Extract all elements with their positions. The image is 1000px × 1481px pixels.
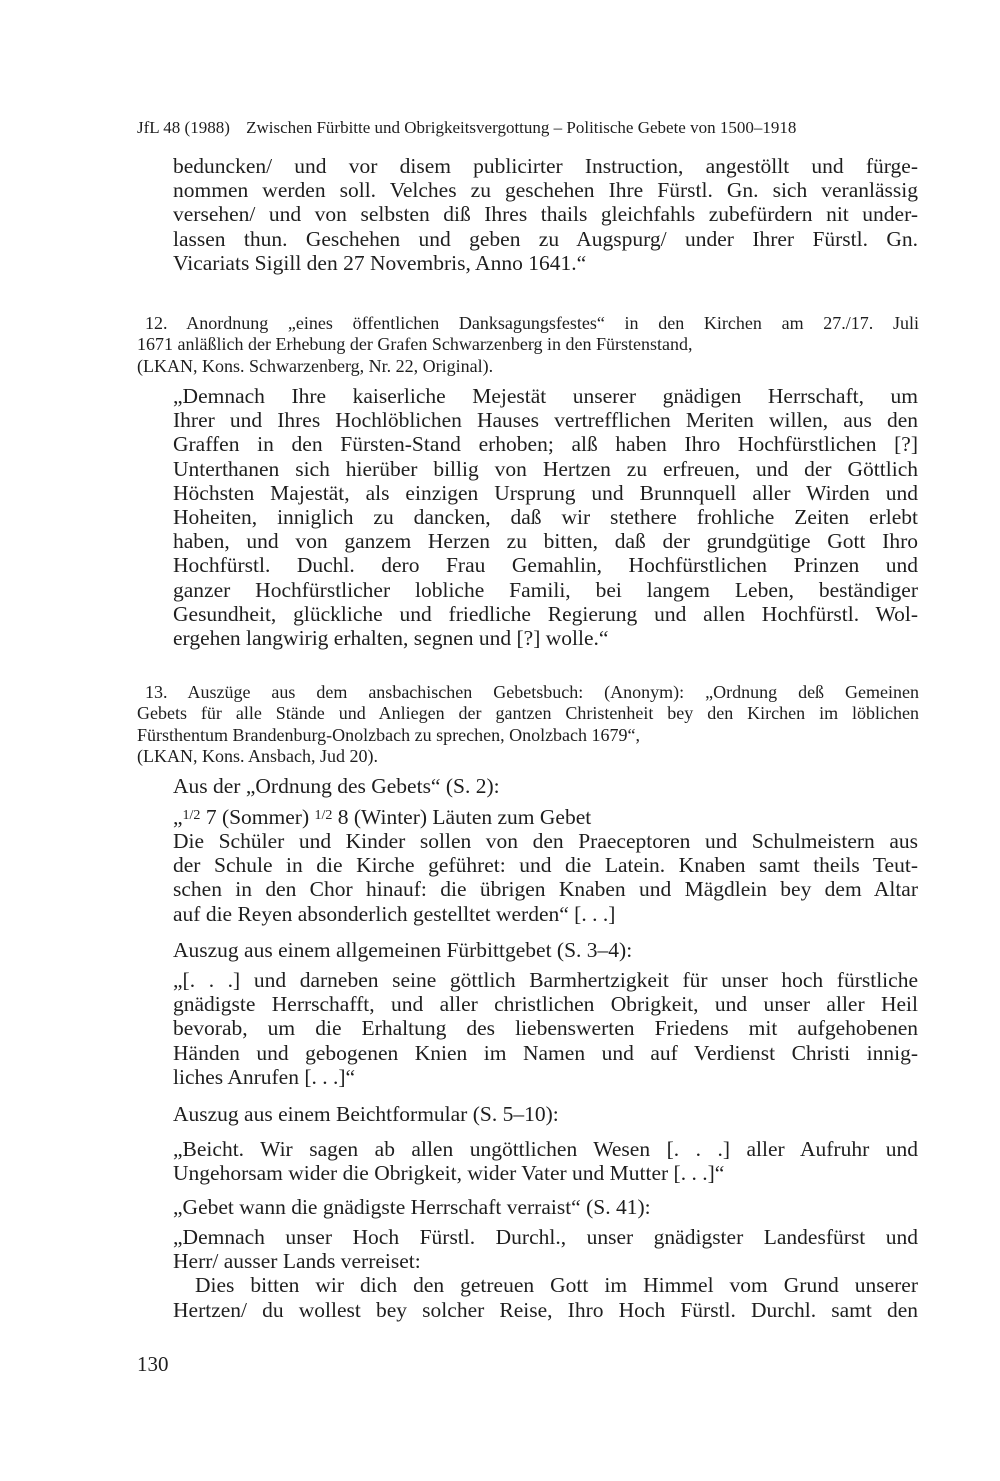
text-line: Herr/ ausser Lands verreiset:	[173, 1249, 421, 1274]
section-4-heading: „Gebet wann die gnädigste Herrschaft verraist“ (S. 41):	[173, 1195, 651, 1219]
text-line: Hertzen/ du wollest bey solcher Reise, Ihro Hoch Fürstl. Durchl. samt den	[173, 1297, 918, 1322]
text-line: Vicariats Sigill den 27 Novembris, Anno 1641.“	[173, 250, 587, 275]
continued-quote	[173, 154, 918, 275]
text-line: Gesundheit, glückliche und friedliche Regierung und allen Hochfürstl. Wol-	[173, 601, 918, 626]
section-4-body	[173, 1225, 918, 1322]
text-line: 12. Anordnung „eines öffentlichen Danksagungsfestes“ in den Kirchen am 27./17. Juli	[145, 313, 919, 333]
text-line: der Schule in die Kirche geführet: und die Latein. Knaben samt theils Teut-	[173, 853, 918, 878]
text-line: liches Anrufen [. . .]“	[173, 1064, 356, 1089]
text-line: „Beicht. Wir sagen ab allen ungöttlichen Wesen [. . .] aller Aufruhr und	[173, 1137, 918, 1161]
header-title: Zwischen Fürbitte und Obrigkeitsvergottung – Politische Gebete von 1500–1918	[246, 118, 797, 137]
journal-ref: JfL 48 (1988)	[137, 118, 230, 137]
item-13-intro	[137, 682, 919, 768]
fraction: 1/2	[182, 808, 201, 823]
text-line: (LKAN, Kons. Ansbach, Jud 20).	[137, 746, 378, 767]
text-line: ergehen langwirig erhalten, segnen und [?] wolle.“	[173, 626, 609, 651]
text-line: Gebets für alle Stände und Anliegen der gantzen Christenheit bey den Kirchen im löblichen	[137, 703, 919, 724]
text-line: Fürsthentum Brandenburg-Onolzbach zu sprechen, Onolzbach 1679“,	[137, 724, 641, 745]
text-line: Die Schüler und Kinder sollen von den Praeceptoren und Schulmeistern aus	[173, 829, 918, 853]
section-2-body	[173, 968, 918, 1089]
text-line: Höchsten Majestät, als einzigen Ursprung und Brunnquell aller Wirden und	[173, 480, 918, 505]
text-line: 1671 anläßlich der Erhebung der Grafen Schwarzenberg in den Fürstenstand,	[137, 334, 693, 355]
running-header	[137, 117, 927, 139]
text-line: (LKAN, Kons. Schwarzenberg, Nr. 22, Original).	[137, 355, 494, 376]
section-3-heading: Auszug aus einem Beichtformular (S. 5–10):	[173, 1102, 559, 1126]
text-line: gnädigste Herrschafft, und aller christlichen Obrigkeit, und unser aller Heil	[173, 992, 918, 1017]
item-12-quote	[173, 384, 918, 650]
section-2-heading: Auszug aus einem allgemeinen Fürbittgebet (S. 3–4):	[173, 938, 633, 962]
text-line: haben, und von ganzem Herzen zu bitten, daß der grundgütige Gott Ihro	[173, 529, 918, 554]
text-line: Ihrer und Ihres Hochlöblichen Hauses vertrefflichen Meriten willen, aus den	[173, 408, 918, 433]
page-number: 130	[137, 1352, 169, 1376]
text-line: „[. . .] und darneben seine göttlich Barmhertzigkeit für unser hoch fürstliche	[173, 968, 918, 992]
text-line: versehen/ und von selbsten diß Ihres thails gleichfahls zubefürdern nit under-	[173, 202, 918, 227]
text-line: „Demnach unser Hoch Fürstl. Durchl., unser gnädigster Landesfürst und	[173, 1225, 918, 1249]
section-1-heading: Aus der „Ordnung des Gebets“ (S. 2):	[173, 774, 500, 798]
text-line: ganzer Hochfürstlicher lobliche Famili, bei langem Leben, beständiger	[173, 577, 918, 602]
text-line: schen in den Chor hinauf: die übrigen Knaben und Mägdlein bey dem Altar	[173, 877, 918, 902]
item-12-intro	[137, 313, 919, 377]
text-line: lassen thun. Geschehen und geben zu Augspurg/ under Ihrer Fürstl. Gn.	[173, 226, 918, 251]
text-line: 13. Auszüge aus dem ansbachischen Gebetsbuch: (Anonym): „Ordnung deß Gemeinen	[145, 682, 919, 702]
text-line: Unterthanen sich hierüber billig von Hertzen zu erfreuen, und der Göttlich	[173, 456, 918, 481]
text-line: beduncken/ und vor disem publicirter Instruction, angestöllt und fürge-	[173, 154, 918, 178]
text-line: bevorab, um die Erhaltung des liebenswerten Friedens mit aufgehobenen	[173, 1016, 918, 1041]
section-1-first-line: „$^{1/2}$ 7 (Sommer) $^{1/2}$ 8 (Winter) Läuten zum Gebet	[173, 805, 592, 829]
text-line: Hochfürstl. Duchl. dero Frau Gemahlin, Hochfürstlichen Prinzen und	[173, 553, 918, 578]
text-line: Ungehorsam wider die Obrigkeit, wider Vater und Mutter [. . .]“	[173, 1161, 725, 1186]
text-line: nommen werden soll. Velches zu geschehen Ihre Fürstl. Gn. sich veranlässig	[173, 178, 918, 203]
text-line: auf die Reyen absonderlich gestelltet werden“ [. . .]	[173, 901, 616, 926]
text-line: Hoheiten, inniglich zu dancken, daß wir stethere frohliche Zeiten erlebt	[173, 505, 918, 530]
text-line: Händen und gebogenen Knien im Namen und auf Verdienst Christi innig-	[173, 1040, 918, 1065]
text-line: Dies bitten wir dich den getreuen Gott im Himmel vom Grund unserer	[195, 1273, 918, 1298]
section-1-body	[173, 829, 918, 926]
fraction: 1/2	[314, 808, 333, 823]
text-line: „Demnach Ihre kaiserliche Mejestät unserer gnädigen Herrschaft, um	[173, 384, 918, 408]
section-3-body	[173, 1137, 918, 1185]
text-line: Graffen in den Fürsten-Stand erhoben; alß haben Ihro Hochfürstlichen [?]	[173, 432, 918, 457]
